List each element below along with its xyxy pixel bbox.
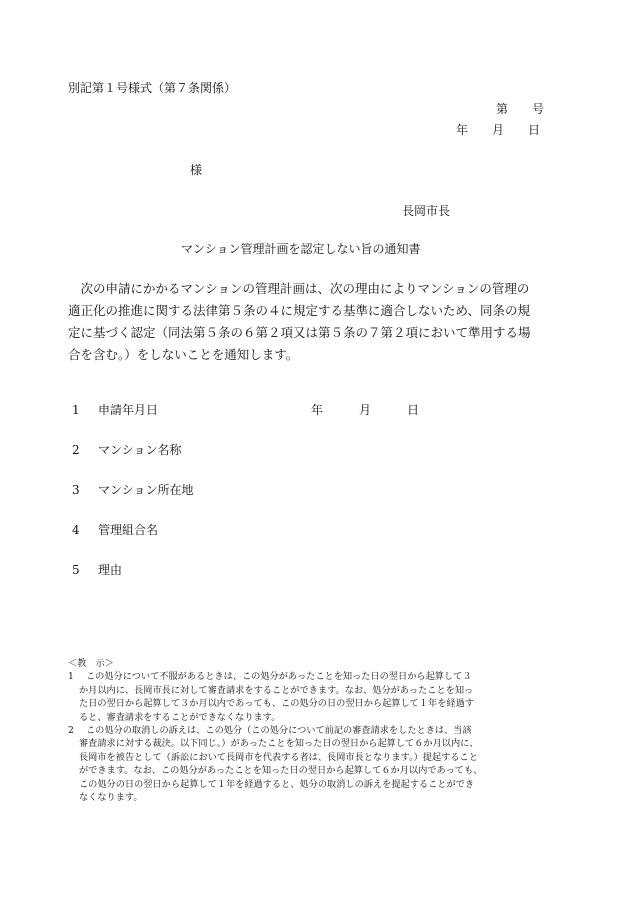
document-number: 第 号 xyxy=(496,102,545,116)
item-number: 3 xyxy=(72,483,80,497)
notice-line: 審査請求に対する裁決。以下同じ。）があったことを知った日の翌日から起算して６か月以内に、 xyxy=(79,738,479,750)
notice-line: なくなります。 xyxy=(79,792,143,804)
item-label: 管理組合名 xyxy=(98,523,159,537)
addressee-suffix: 様 xyxy=(190,163,203,177)
item-label: マンション名称 xyxy=(98,443,182,457)
notice-line: ると、審査請求をすることができなくなります。 xyxy=(79,711,281,723)
body-line: 次の申請にかかるマンションの管理計画は、次の理由によりマンションの管理の xyxy=(68,281,530,296)
item-number: 1 xyxy=(72,403,80,417)
body-paragraph xyxy=(68,278,568,366)
item-application-date xyxy=(72,403,158,417)
item-mansion-address xyxy=(72,483,193,497)
item-association-name xyxy=(72,523,158,537)
notice-line: 長岡市を被告として（訴訟において長岡市を代表する者は、長岡市長となります。）提起すること xyxy=(79,751,478,763)
notice-line: 1 この処分について不服があるときは、この処分があったことを知った日の翌日から起算して３ xyxy=(68,671,472,683)
body-line: 定に基づく認定（同法第５条の６第２項又は第５条の７第２項において準用する場 xyxy=(68,325,531,340)
item-mansion-name xyxy=(72,443,181,457)
item-number: 2 xyxy=(72,443,80,457)
item-label: 申請年月日 xyxy=(98,403,159,417)
item-reason xyxy=(72,563,122,577)
body-line: 適正化の推進に関する法律第５条の４に規定する基準に適合しないため、同条の規 xyxy=(68,303,531,318)
form-label: 別記第１号様式（第７条関係） xyxy=(68,81,237,95)
body-line: 合を含む。）をしないことを通知します。 xyxy=(68,347,299,362)
notice-line: 2 この処分の取消しの訴えは、この処分（この処分について前記の審査請求をしたときは、当該 xyxy=(68,725,472,737)
item-label: 理由 xyxy=(98,563,123,577)
notice-line: この処分の日の翌日から起算して１年を経過すると、処分の取消しの訴えを提起することができ xyxy=(79,778,475,790)
sender-name: 長岡市長 xyxy=(402,204,451,218)
notice-heading: ＜教 示＞ xyxy=(68,658,114,669)
notice-line: た日の翌日から起算して３か月以内であっても、この処分の日の翌日から起算して１年を経過す xyxy=(79,698,474,710)
item-number: 5 xyxy=(72,563,80,577)
item-number: 4 xyxy=(72,523,80,537)
application-date-value: 年 月 日 xyxy=(311,403,420,417)
document-title: マンション管理計画を認定しない旨の通知書 xyxy=(181,242,421,256)
notice-line: か月以内に、長岡市長に対して審査請求をすることができます。なお、処分があったことを知っ xyxy=(79,684,474,696)
item-label: マンション所在地 xyxy=(98,483,194,497)
appeal-notice xyxy=(68,657,568,804)
notice-line: ができます。なお、この処分があったことを知った日の翌日から起算して６か月以内であっても、 xyxy=(79,765,483,777)
issue-date: 年 月 日 xyxy=(456,123,541,137)
